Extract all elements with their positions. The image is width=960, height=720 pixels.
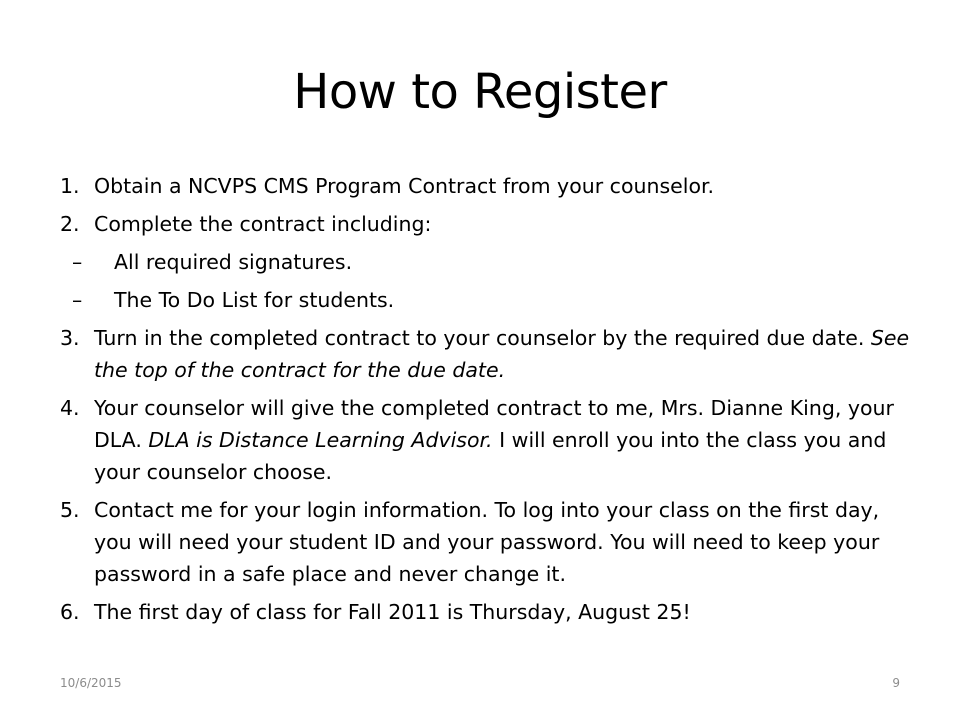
sub-item-text: All required signatures. — [114, 250, 353, 274]
slide-title: How to Register — [293, 64, 667, 120]
list-item-text: Your counselor will give the completed contract to me, Mrs. Dianne King, your DLA. — [94, 396, 894, 452]
sub-item-signatures — [60, 246, 920, 278]
list-item-text: Contact me for your login information. To log into your class on the first day, you will need your student ID and your password. You will need to keep your password in a safe place and never change it. — [94, 498, 880, 586]
list-item-4 — [60, 392, 920, 488]
list-item-italic-note: See the top of the contract for the due date. — [94, 326, 910, 382]
dash-marker: – — [72, 288, 83, 312]
list-item-6 — [60, 596, 920, 628]
sub-item-text: The To Do List for students. — [114, 288, 395, 312]
list-number: 1. — [60, 174, 80, 198]
list-item-5 — [60, 494, 920, 590]
list-item-1 — [60, 170, 920, 202]
list-item-text: The first day of class for Fall 2011 is Thursday, August 25! — [94, 600, 691, 624]
list-item-2 — [60, 208, 920, 240]
list-number: 5. — [60, 498, 80, 522]
list-number: 4. — [60, 396, 80, 420]
footer-date: 10/6/2015 — [60, 676, 122, 690]
list-item-text: Obtain a NCVPS CMS Program Contract from your counselor. — [94, 174, 715, 198]
list-number: 6. — [60, 600, 80, 624]
footer-page-number: 9 — [892, 676, 900, 690]
list-number: 3. — [60, 326, 80, 350]
list-item-text-cont: I will enroll you into the class you and your counselor choose. — [94, 428, 887, 484]
list-number: 2. — [60, 212, 80, 236]
numbered-list — [60, 170, 920, 634]
list-item-text: Turn in the completed contract to your counselor by the required due date. — [94, 326, 865, 350]
list-item-italic-note: DLA is Distance Learning Advisor. — [148, 428, 493, 452]
list-item-text: Complete the contract including: — [94, 212, 432, 236]
sub-item-todo-list — [60, 284, 920, 316]
list-item-3 — [60, 322, 920, 386]
dash-marker: – — [72, 250, 83, 274]
